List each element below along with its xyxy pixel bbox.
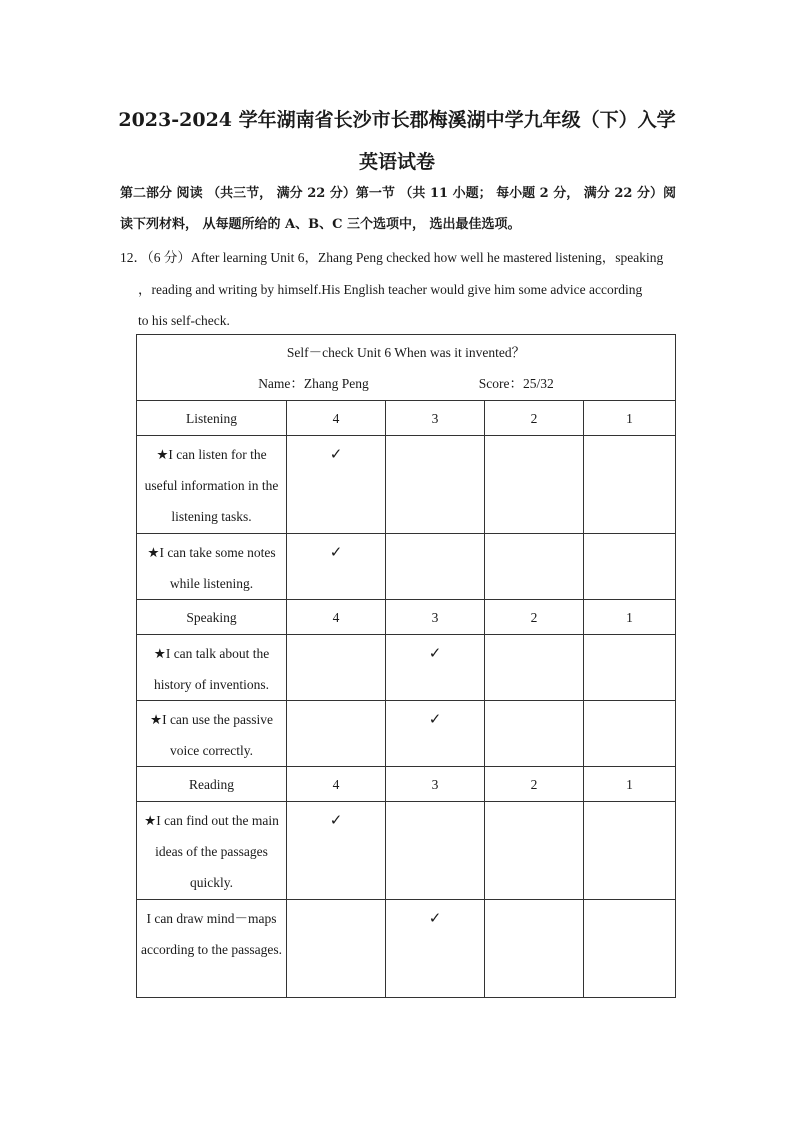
item-description: ★I can find out the main ideas of the passages quickly. xyxy=(137,802,287,900)
rating-cell xyxy=(584,701,676,767)
check-icon: ✓ xyxy=(329,445,343,463)
table-header-cell xyxy=(137,335,676,401)
rating-cell xyxy=(287,436,386,534)
item-description: ★I can use the passive voice correctly. xyxy=(137,701,287,767)
document-title-line2: 英语试卷 xyxy=(358,151,435,173)
section-label: Speaking xyxy=(137,600,287,635)
table-header-row xyxy=(137,335,676,401)
rating-cell xyxy=(287,701,386,767)
table-row xyxy=(137,701,676,767)
rating-cell xyxy=(485,701,584,767)
check-icon: ✓ xyxy=(428,644,442,662)
rating-cell xyxy=(386,802,485,900)
rating-cell xyxy=(584,436,676,534)
table-row xyxy=(137,534,676,600)
question-text-line3: to his self-check. xyxy=(138,313,230,328)
section-row-reading xyxy=(137,767,676,802)
table-row xyxy=(137,900,676,998)
question-text-line1: 12．（6 分）After learning Unit 6，Zhang Peng checked how well he mastered listening，speaking xyxy=(120,250,664,265)
score-header: 1 xyxy=(584,401,676,436)
rating-cell xyxy=(485,802,584,900)
document-title-line1: 2023-2024 学年湖南省长沙市长郡梅溪湖中学九年级（下）入学 xyxy=(118,109,676,131)
table-title: Self－check Unit 6 When was it invented？ xyxy=(286,344,526,360)
item-description: I can draw mind－maps according to the passages. xyxy=(137,900,287,998)
section-instructions: 第二部分 阅读 （共三节， 满分 22 分）第一节 （共 11 小题； 每小题 2 分， 满分 22 分）阅读下列材料， 从每题所给的 A、B、C 三个选项中， 选出最佳选项。 xyxy=(120,186,676,232)
check-icon: ✓ xyxy=(428,909,442,927)
item-description: ★I can listen for the useful information in the listening tasks. xyxy=(137,436,287,534)
rating-cell xyxy=(485,900,584,998)
rating-cell xyxy=(584,534,676,600)
score-header: 3 xyxy=(386,401,485,436)
rating-cell xyxy=(584,900,676,998)
item-description: ★I can talk about the history of inventions. xyxy=(137,635,287,701)
student-score: Score：25/32 xyxy=(478,375,554,391)
rating-cell xyxy=(584,635,676,701)
rating-cell xyxy=(386,635,485,701)
rating-cell xyxy=(386,534,485,600)
rating-cell xyxy=(386,436,485,534)
score-header: 4 xyxy=(287,767,386,802)
table-row xyxy=(137,436,676,534)
check-icon: ✓ xyxy=(329,543,343,561)
score-header: 1 xyxy=(584,767,676,802)
rating-cell xyxy=(584,802,676,900)
item-description: ★I can take some notes while listening. xyxy=(137,534,287,600)
score-header: 3 xyxy=(386,767,485,802)
rating-cell xyxy=(485,436,584,534)
check-icon: ✓ xyxy=(428,710,442,728)
score-header: 1 xyxy=(584,600,676,635)
section-label: Listening xyxy=(137,401,287,436)
student-name: Name：Zhang Peng xyxy=(258,375,369,391)
rating-cell xyxy=(287,534,386,600)
score-header: 2 xyxy=(485,767,584,802)
rating-cell xyxy=(386,701,485,767)
section-row-listening xyxy=(137,401,676,436)
rating-cell xyxy=(287,635,386,701)
section-row-speaking xyxy=(137,600,676,635)
rating-cell xyxy=(287,802,386,900)
check-icon: ✓ xyxy=(329,811,343,829)
rating-cell xyxy=(386,900,485,998)
score-header: 2 xyxy=(485,401,584,436)
self-check-table xyxy=(136,334,676,998)
table-row xyxy=(137,635,676,701)
table-row xyxy=(137,802,676,900)
section-label: Reading xyxy=(137,767,287,802)
question-text-line2: ，reading and writing by himself.His English teacher would give him some advice according xyxy=(138,282,643,297)
score-header: 4 xyxy=(287,401,386,436)
score-header: 2 xyxy=(485,600,584,635)
rating-cell xyxy=(485,534,584,600)
rating-cell xyxy=(287,900,386,998)
score-header: 4 xyxy=(287,600,386,635)
rating-cell xyxy=(485,635,584,701)
score-header: 3 xyxy=(386,600,485,635)
